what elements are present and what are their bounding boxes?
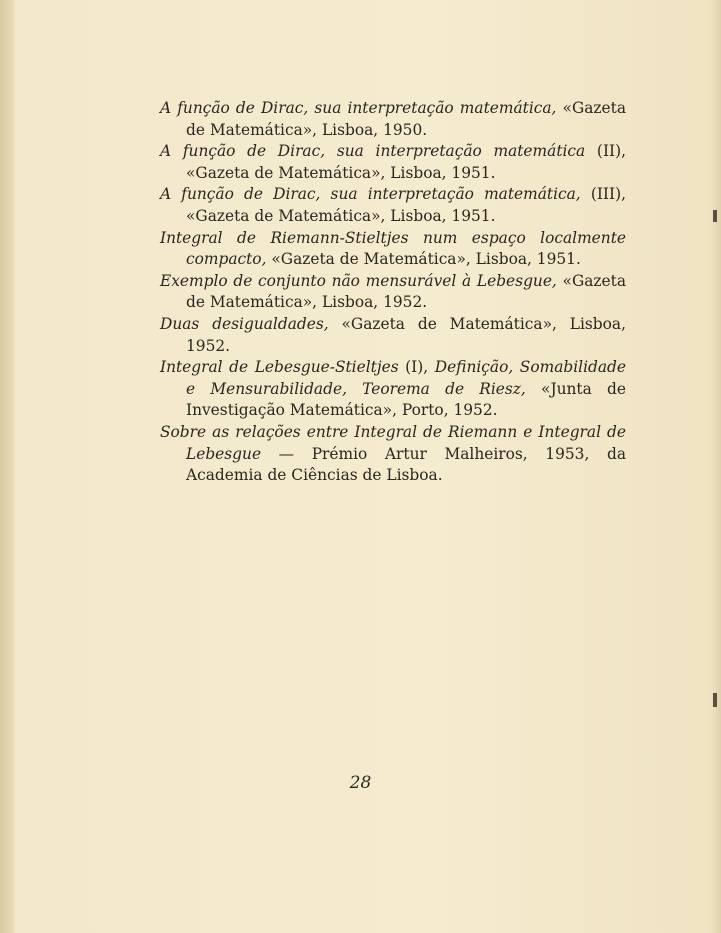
edge-mark-top (713, 210, 717, 222)
entry-details: «Gazeta de Matemática», Lisboa, 1952. (186, 271, 627, 312)
entry-details: — Prémio Artur Malheiros, 1953, da Academia de Ciências de Lisboa. (186, 444, 626, 485)
entry-details: «Gazeta de Matemática», Lisboa, 1951. (266, 250, 581, 269)
bibliography-entry (160, 98, 626, 141)
edge-mark-bottom (713, 693, 717, 707)
entry-title: Integral de Riemann-Stieltjes num espaço localmente compacto, (160, 228, 626, 269)
entry-title: Duas desigualdades, (160, 314, 329, 333)
bibliography-entry (160, 422, 626, 487)
entry-title: Exemplo de conjunto não mensurável à Lebesgue, (160, 271, 557, 290)
entry-details: (II), «Gazeta de Matemática», Lisboa, 1951. (186, 142, 626, 182)
entry-details-2: «Junta de Investigação Matemática», Porto, 1952. (186, 379, 626, 420)
entry-title: Sobre as relações entre Integral de Riemann e Integral de Lebesgue (160, 422, 626, 463)
bibliography-entry (160, 357, 626, 422)
entry-details: (III), «Gazeta de Matemática», Lisboa, 1951. (186, 185, 626, 225)
entry-title: Integral de Lebesgue-Stieltjes (160, 358, 399, 377)
page-number: 28 (349, 773, 372, 793)
entry-subtitle: Definição, Somabilidade e Mensurabilidade, Teorema de Riesz, (186, 358, 626, 398)
bibliography-entry (160, 228, 626, 271)
entry-title: A função de Dirac, sua interpretação matemática (160, 142, 586, 161)
page-spine-shadow (0, 0, 14, 933)
entry-details: (I), (398, 358, 435, 377)
entry-details: «Gazeta de Matemática», Lisboa, 1952. (186, 314, 626, 355)
entry-details: «Gazeta de Matemática», Lisboa, 1950. (186, 99, 627, 139)
entry-title: A função de Dirac, sua interpretação matemática, (160, 99, 557, 117)
page-right-edge (711, 0, 721, 933)
bibliography-entry (160, 184, 626, 227)
bibliography-list (160, 98, 626, 487)
bibliography-entry (160, 314, 626, 357)
entry-title: A função de Dirac, sua interpretação matemática, (160, 185, 581, 204)
bibliography-entry (160, 271, 626, 314)
bibliography-entry (160, 141, 626, 184)
